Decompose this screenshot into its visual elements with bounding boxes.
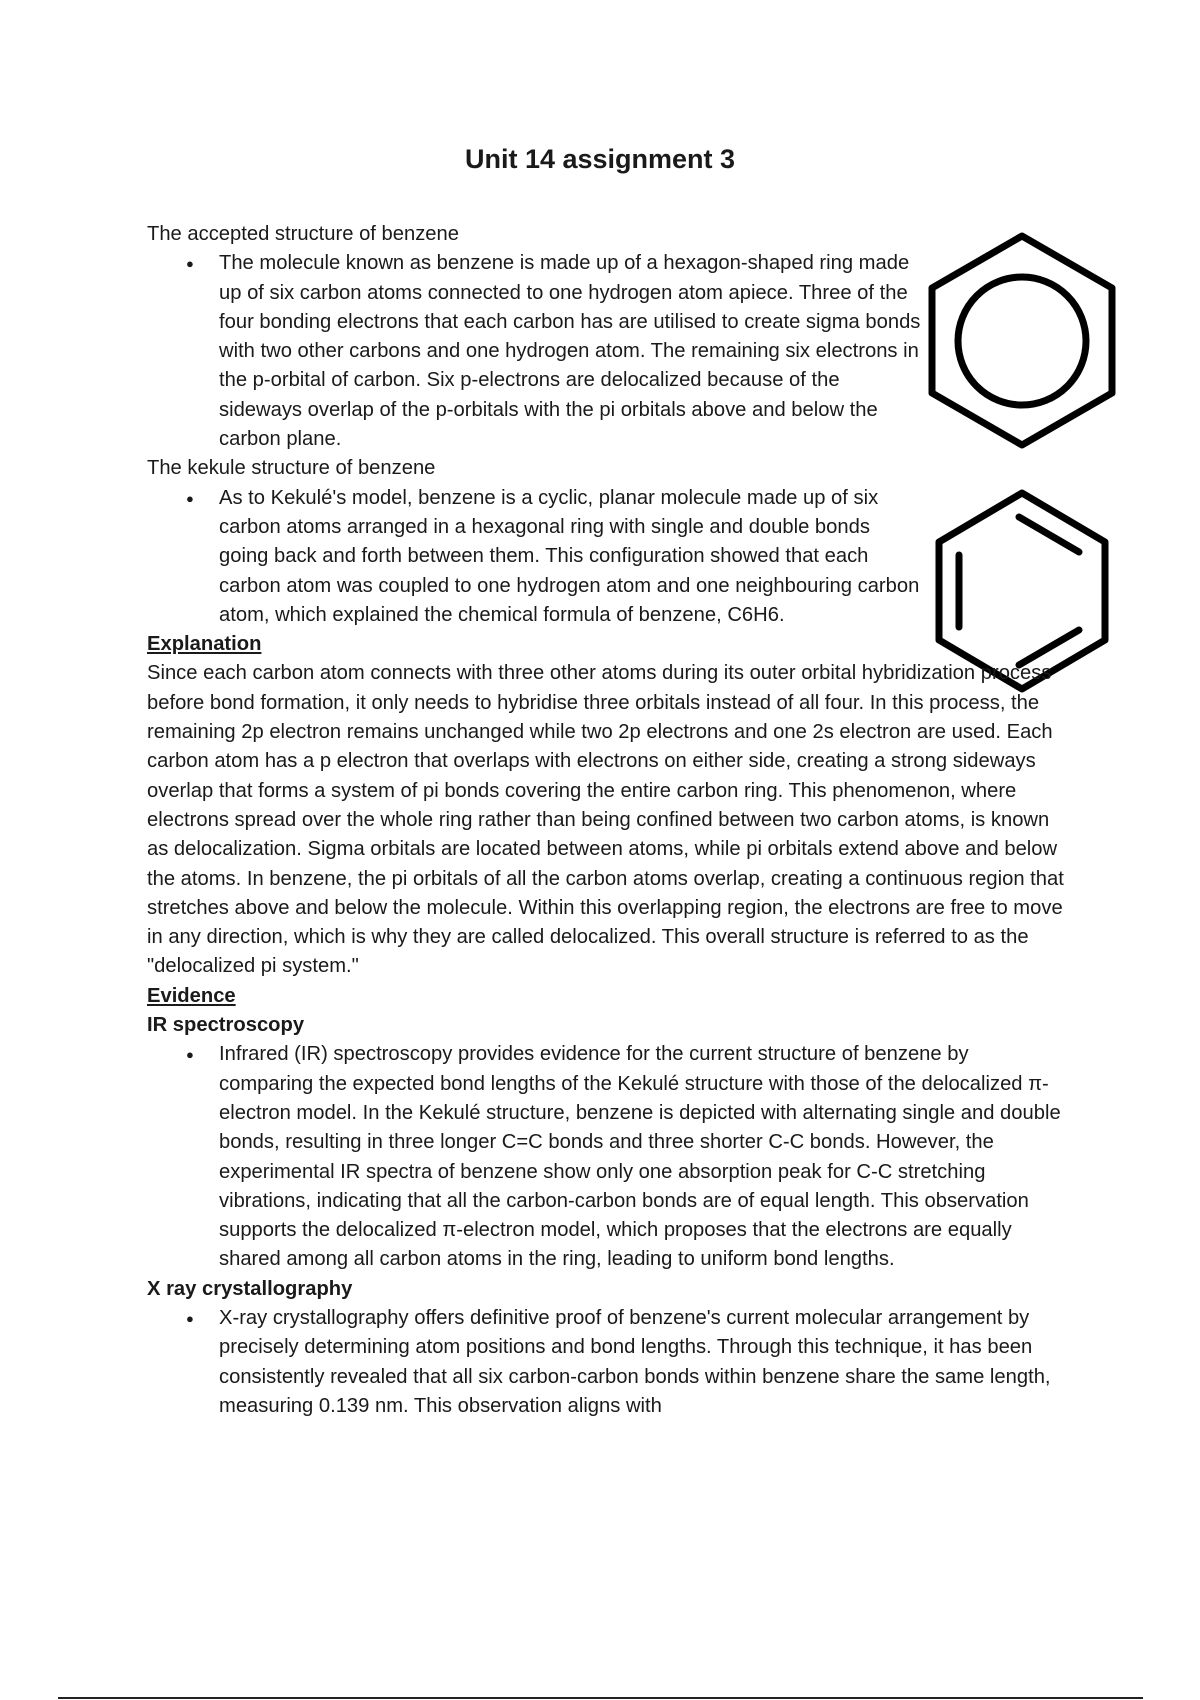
list-item: ● Infrared (IR) spectroscopy provides evidence for the current structure of benzene by comparing the expected bond lengths of the Kekulé structure with those of the delocalized π-electron model. In the Kekulé structure, benzene is depicted with alternating single and double bonds, resulting in three longer C=C bonds and three shorter C-C bonds. However, the experimental IR spectra of benzene show only one absorption peak for C-C stretching vibrations, indicating that all the carbon-carbon bonds are of equal length. This observation supports the delocalized π-electron model, which proposes that the electrons are equally shared among all carbon atoms in the ring, leading to uniform bond lengths. (219, 1040, 1067, 1274)
list-item: ● X-ray crystallography offers definitive proof of benzene's current molecular arrangement by precisely determining atom positions and bond lengths. Through this technique, it has been consistently revealed that all six carbon-carbon bonds within benzene share the same length, measuring 0.139 nm. This observation aligns with (219, 1304, 1067, 1421)
kekule-structure-list (147, 484, 921, 630)
accepted-structure-list (147, 249, 921, 454)
ir-spectroscopy-list (147, 1040, 1067, 1274)
list-item: ● The molecule known as benzene is made up of a hexagon-shaped ring made up of six carbon atoms connected to one hydrogen atom apiece. Three of the four bonding electrons that each carbon has are utilised to create sigma bonds with two other carbons and one hydrogen atom. The remaining six electrons in the p-orbital of carbon. Six p-electrons are delocalized because of the sideways overlap of the p-orbitals with the pi orbitals above and below the carbon plane. (219, 249, 921, 454)
document-body (147, 220, 1067, 1421)
list-item: ● As to Kekulé's model, benzene is a cyclic, planar molecule made up of six carbon atoms arranged in a hexagonal ring with single and double bonds going back and forth between them. This configuration showed that each carbon atom was coupled to one hydrogen atom and one neighbouring carbon atom, which explained the chemical formula of benzene, C6H6. (219, 484, 921, 630)
accepted-structure-heading: The accepted structure of benzene (147, 223, 459, 245)
xray-crystallography-heading: X ray crystallography (147, 1277, 353, 1300)
kekule-structure-heading: The kekule structure of benzene (147, 457, 436, 480)
explanation-paragraph: Since each carbon atom connects with three other atoms during its outer orbital hybridization process before bond formation, it only needs to hybridise three orbitals instead of all four. In this process, the remaining 2p electron remains unchanged while two 2p electrons and one 2s electron are used. Each carbon atom has a p electron that overlaps with electrons on either side, creating a strong sideways overlap that forms a system of pi bonds covering the entire carbon ring. This phenomenon, where electrons spread over the whole ring rather than being confined between two carbon atoms, is known as delocalization. Sigma orbitals are located between atoms, while pi orbitals extend above and below the atoms. In benzene, the pi orbitals of all the carbon atoms overlap, creating a continuous region that stretches above and below the molecule. Within this overlapping region, the electrons are free to move in any direction, which is why they are called delocalized. This overall structure is referred to as the "delocalized pi system." (147, 662, 1064, 978)
evidence-heading: Evidence (147, 984, 236, 1007)
ir-spectroscopy-heading: IR spectroscopy (147, 1014, 305, 1037)
page-title: Unit 14 assignment 3 (464, 144, 736, 174)
explanation-heading: Explanation (147, 633, 262, 656)
footer-divider (58, 1697, 1143, 1699)
xray-crystallography-list (147, 1304, 1067, 1421)
